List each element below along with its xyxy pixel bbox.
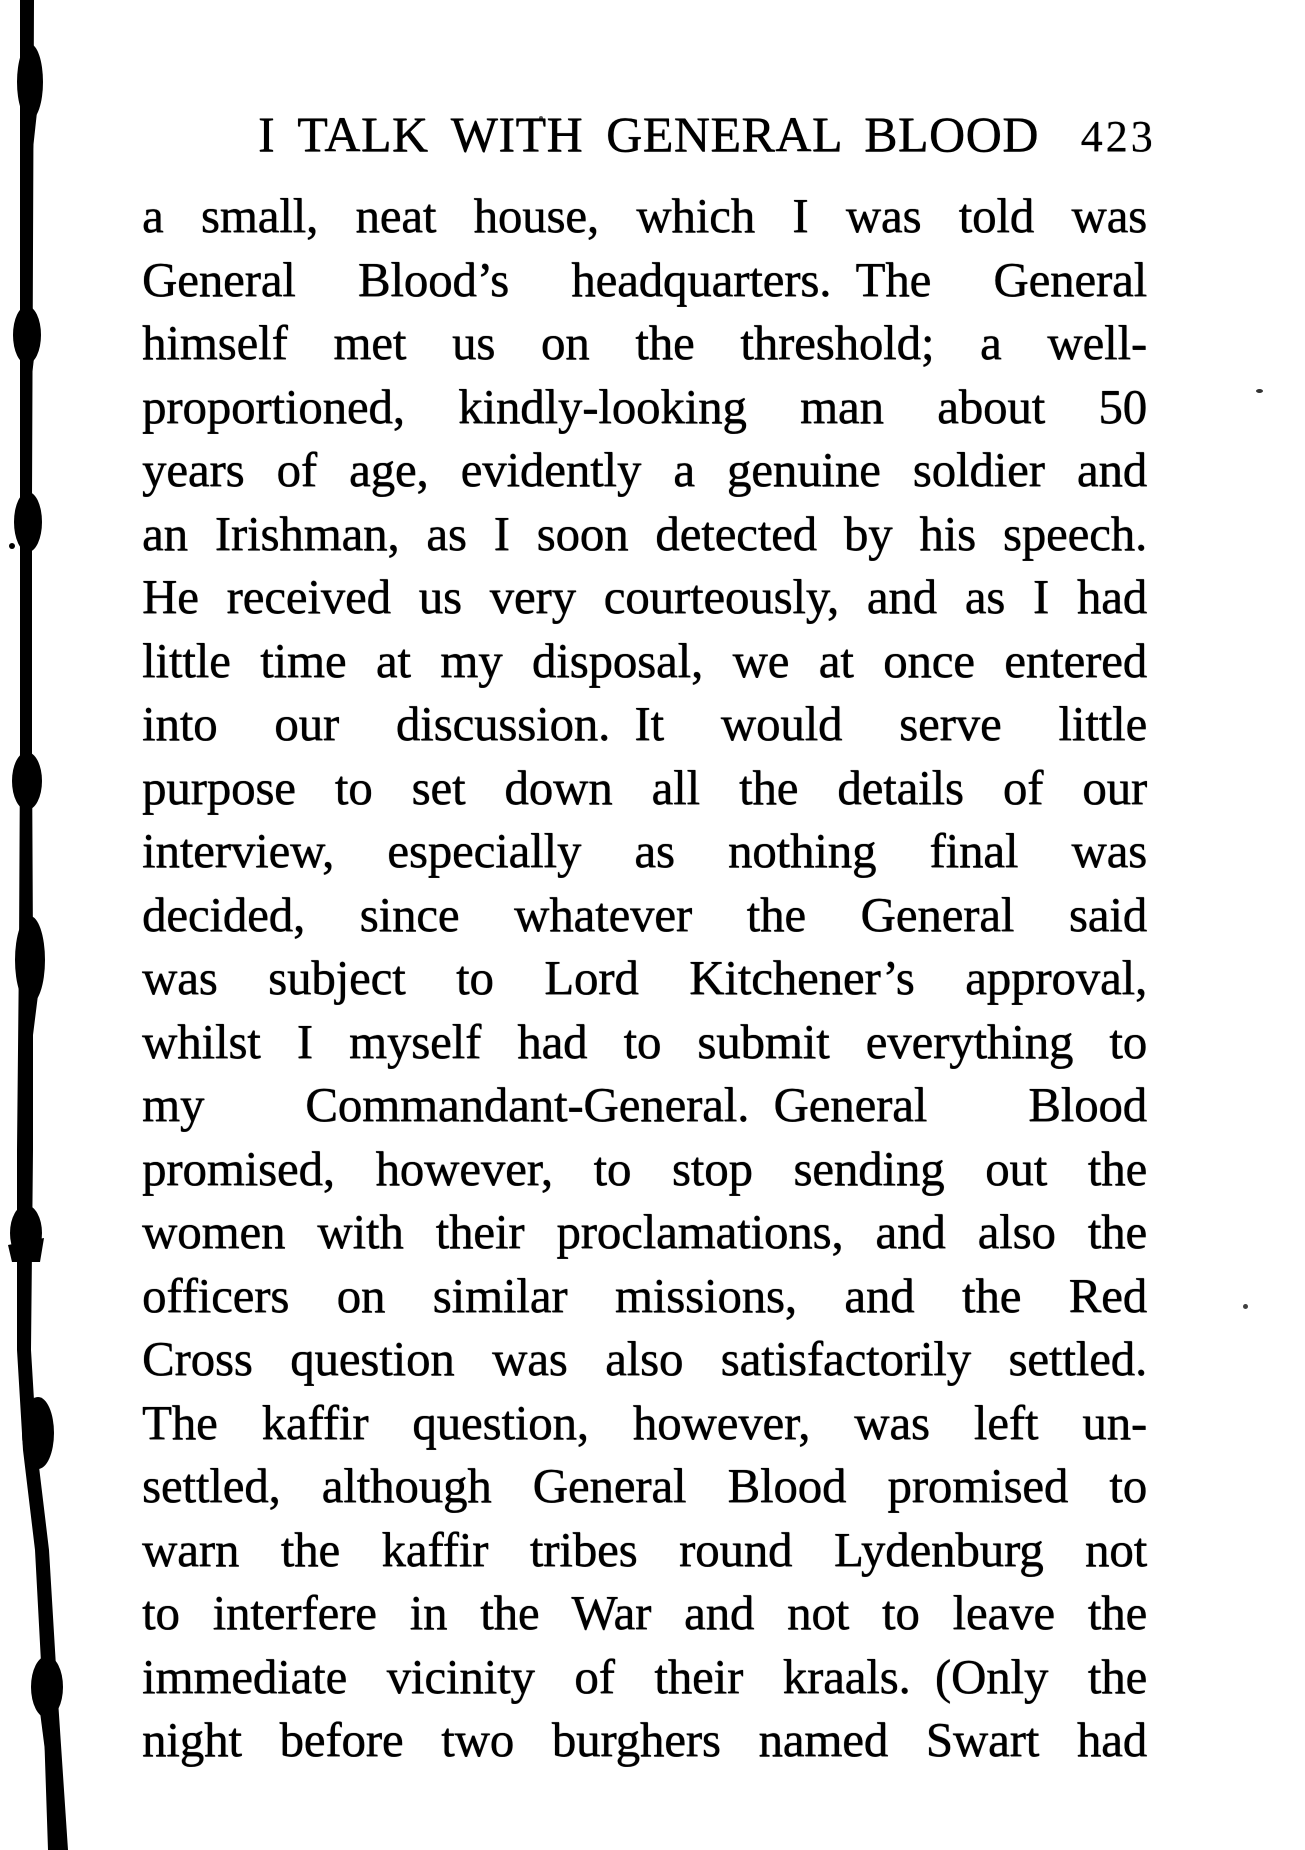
text-line: my Commandant-General. General Blood [142, 1077, 1147, 1132]
binding-knot [31, 1656, 63, 1718]
text-line: proportioned, kindly-looking man about 50 [142, 378, 1147, 434]
ink-speck [9, 543, 15, 549]
text-line: The kaffir question, however, was left un- [142, 1394, 1147, 1450]
binding-knot [15, 916, 45, 1004]
ink-speck [1243, 1304, 1248, 1309]
binding-artifact [0, 0, 95, 1850]
text-line: himself met us on the threshold; a well- [142, 315, 1147, 370]
page-number: 423 [1080, 112, 1156, 161]
text-line: a small, neat house, which I was told was [142, 188, 1147, 243]
binding-spine [8, 0, 68, 1850]
text-line: whilst I myself had to submit everything to [142, 1013, 1147, 1069]
running-title: I TALK WITH GENERAL BLOOD [258, 106, 1039, 162]
binding-knot [17, 44, 43, 120]
text-line: years of age, evidently a genuine soldier and [142, 442, 1147, 497]
binding-knot [22, 1397, 54, 1469]
text-line: decided, since whatever the General said [142, 886, 1147, 942]
text-line: settled, although General Blood promised to [142, 1458, 1147, 1513]
text-line: officers on similar missions, and the Red [142, 1267, 1147, 1323]
text-line: was subject to Lord Kitchener’s approval, [142, 950, 1147, 1005]
text-line: night before two burghers named Swart had [142, 1712, 1147, 1767]
text-line: promised, however, to stop sending out the [142, 1140, 1147, 1196]
text-line: into our discussion. It would serve little [142, 696, 1147, 751]
text-line: General Blood’s headquarters. The General [142, 251, 1147, 307]
binding-knot [13, 306, 41, 364]
ink-speck [1256, 389, 1263, 393]
text-line: He received us very courteously, and as I had [142, 569, 1147, 624]
binding-knot [14, 492, 42, 552]
text-line: warn the kaffir tribes round Lydenburg not [142, 1521, 1147, 1577]
text-line: interview, especially as nothing final was [142, 823, 1147, 878]
text-line: immediate vicinity of their kraals. (Only the [142, 1648, 1147, 1704]
text-line: little time at my disposal, we at once entered [142, 632, 1147, 688]
text-line: to interfere in the War and not to leave the [142, 1585, 1147, 1640]
page-header [258, 106, 1156, 164]
text-line: women with their proclamations, and also the [142, 1204, 1147, 1259]
binding-knot [12, 752, 42, 810]
text-line: purpose to set down all the details of our [142, 759, 1147, 815]
body-text [142, 184, 1147, 1772]
text-line: an Irishman, as I soon detected by his speech. [142, 505, 1147, 561]
text-line: Cross question was also satisfactorily settled. [142, 1331, 1147, 1386]
